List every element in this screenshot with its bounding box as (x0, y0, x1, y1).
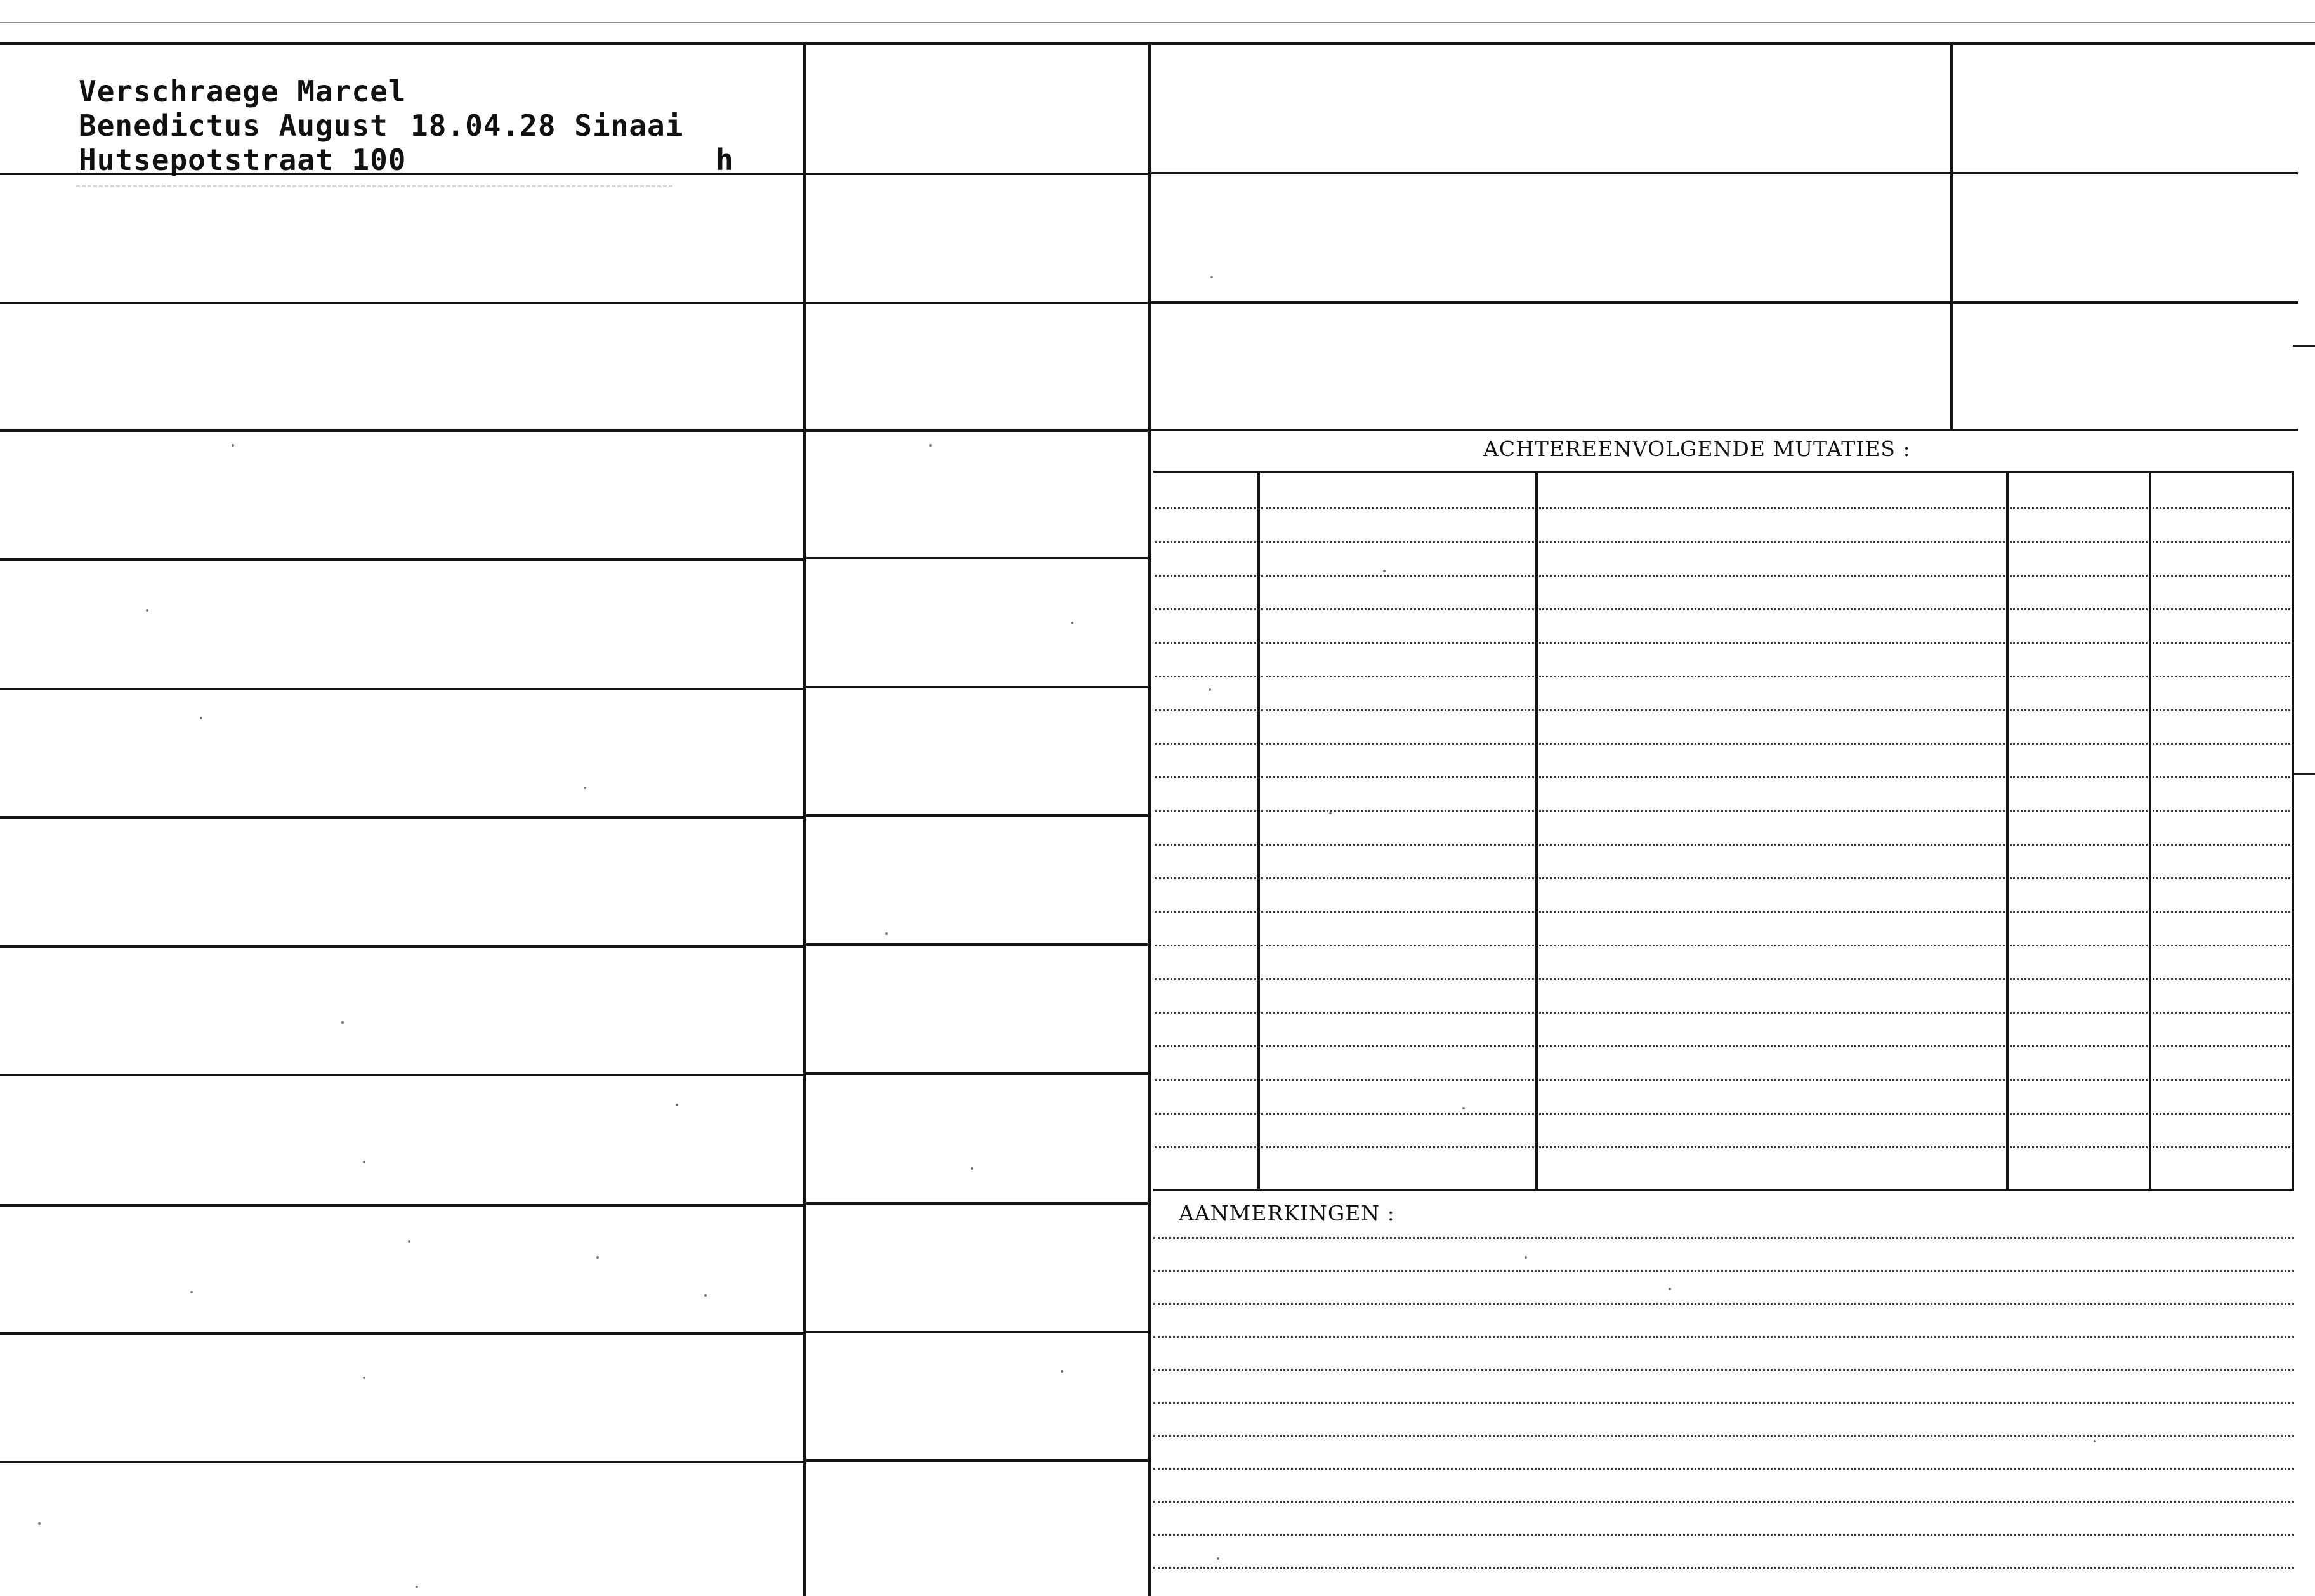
mutation-entry-line (2010, 776, 2148, 778)
mutation-entry-line (1261, 945, 1534, 946)
mutations-title: ACHTEREENVOLGENDE MUTATIES : (1483, 436, 1911, 461)
mutations-col-1 (1257, 472, 1260, 1190)
mutation-entry-line (2153, 978, 2290, 980)
mutation-entry-line (1539, 743, 2005, 745)
middle-row-rule (806, 1331, 1149, 1333)
person-row-rule (0, 429, 804, 432)
paper-speck (596, 1256, 599, 1259)
mutation-entry-line (1155, 709, 1256, 711)
mutation-entry-line (2153, 776, 2290, 778)
paper-speck (232, 444, 234, 447)
mutation-entry-line (2153, 608, 2290, 610)
mutation-entry-line (2010, 844, 2148, 846)
mutations-col-3 (2006, 472, 2009, 1190)
mutation-entry-line (2153, 743, 2290, 745)
mutation-entry-line (2010, 507, 2148, 509)
mutation-entry-line (1155, 642, 1256, 644)
paper-speck (146, 609, 148, 612)
person-row-rule (0, 816, 804, 819)
mutation-entry-line (2010, 575, 2148, 577)
remark-entry-line (1153, 1534, 2294, 1536)
mutation-entry-line (2010, 1045, 2148, 1047)
mutation-entry-line (1539, 575, 2005, 577)
mutation-entry-line (1539, 1146, 2005, 1148)
mutation-entry-line (2153, 541, 2290, 543)
mutation-entry-line (1155, 608, 1256, 610)
mutation-entry-line (1261, 1079, 1534, 1081)
mutation-entry-line (1155, 810, 1256, 812)
paper-speck (1071, 622, 1073, 624)
paper-speck (885, 932, 888, 935)
mutation-entry-line (2153, 575, 2290, 577)
paper-speck (363, 1161, 365, 1163)
mutation-entry-line (2010, 676, 2148, 677)
mutation-entry-line (2010, 945, 2148, 946)
mutation-entry-line (2153, 911, 2290, 913)
mutation-entry-line (2010, 1113, 2148, 1115)
mutation-entry-line (2153, 1012, 2290, 1014)
mutation-entry-line (1261, 1146, 1534, 1148)
mutation-entry-line (2010, 541, 2148, 543)
mutation-entry-line (2010, 1079, 2148, 1081)
right-row-rule-3 (1150, 429, 2298, 431)
paper-speck (38, 1522, 41, 1525)
mutation-entry-line (1155, 776, 1256, 778)
paper-speck (1061, 1370, 1063, 1373)
margin-tick-2 (2293, 773, 2315, 775)
mutation-entry-line (1155, 1079, 1256, 1081)
mutation-entry-line (1261, 575, 1534, 577)
mutation-entry-line (1539, 776, 2005, 778)
mutation-entry-line (2010, 1012, 2148, 1014)
paper-speck (416, 1586, 418, 1588)
paper-speck (1669, 1288, 1671, 1290)
mutation-entry-line (1155, 676, 1256, 677)
mutation-entry-line (1539, 642, 2005, 644)
remark-entry-line (1153, 1237, 2294, 1239)
person-address: Hutsepotstraat 100 (79, 143, 407, 177)
paper-speck (1462, 1107, 1465, 1109)
mutation-entry-line (1261, 1113, 1534, 1115)
mutation-entry-line (1261, 978, 1534, 980)
mutation-entry-line (2010, 911, 2148, 913)
mutation-entry-line (1539, 541, 2005, 543)
remark-entry-line (1153, 1369, 2294, 1371)
column-divider-1 (803, 44, 806, 1596)
mutation-entry-line (1261, 676, 1534, 677)
mutation-entry-line (2153, 945, 2290, 946)
mutations-bottom-rule (1153, 1189, 2294, 1191)
paper-speck (200, 717, 202, 719)
middle-row-rule (806, 557, 1149, 559)
person-name-line1: Verschraege Marcel (79, 74, 407, 108)
mutations-header-rule (1153, 471, 2294, 473)
mutation-entry-line (2010, 810, 2148, 812)
remark-entry-line (1153, 1402, 2294, 1404)
mutation-entry-line (2153, 642, 2290, 644)
paper-speck (1525, 1256, 1527, 1259)
mutation-entry-line (2153, 1045, 2290, 1047)
mutation-entry-line (2010, 743, 2148, 745)
mutation-entry-line (1155, 1012, 1256, 1014)
mutation-entry-line (1539, 1113, 2005, 1115)
remark-entry-line (1153, 1468, 2294, 1470)
mutation-entry-line (1261, 608, 1534, 610)
right-row-rule-2 (1150, 301, 2298, 304)
mutation-entry-line (1261, 776, 1534, 778)
mutation-entry-line (1539, 1045, 2005, 1047)
mutation-entry-line (1261, 877, 1534, 879)
paper-speck (1329, 812, 1332, 814)
mutation-entry-line (1155, 978, 1256, 980)
card-top-edge (0, 22, 2315, 23)
mutation-entry-line (2010, 978, 2148, 980)
middle-row-rule (806, 1459, 1149, 1462)
paper-speck (1210, 276, 1213, 278)
remark-entry-line (1153, 1567, 2294, 1569)
mutation-entry-line (1539, 810, 2005, 812)
mutation-entry-line (1155, 911, 1256, 913)
mutations-col-4 (2149, 472, 2151, 1190)
household-mark: h (716, 143, 734, 177)
mutation-entry-line (2010, 642, 2148, 644)
mutation-entry-line (1539, 1012, 2005, 1014)
mutation-entry-line (2010, 877, 2148, 879)
mutation-entry-line (1261, 541, 1534, 543)
middle-row-rule (806, 1072, 1149, 1075)
remark-entry-line (1153, 1336, 2294, 1338)
mutation-entry-line (1261, 642, 1534, 644)
person-row-rule (0, 945, 804, 948)
mutation-entry-line (1155, 844, 1256, 846)
paper-speck (190, 1291, 193, 1293)
mutation-entry-line (1539, 1079, 2005, 1081)
middle-row-rule (806, 173, 1149, 175)
mutation-entry-line (1155, 877, 1256, 879)
mutations-col-5 (2292, 472, 2294, 1190)
mutation-entry-line (2153, 507, 2290, 509)
mutation-entry-line (1261, 810, 1534, 812)
mutation-entry-line (2153, 709, 2290, 711)
mutation-entry-line (1539, 978, 2005, 980)
paper-speck (704, 1294, 707, 1297)
paper-speck (676, 1104, 678, 1106)
faint-bleed-through (76, 185, 672, 196)
paper-speck (363, 1377, 365, 1379)
mutation-entry-line (1261, 709, 1534, 711)
person-row-rule (0, 1461, 804, 1463)
remark-entry-line (1153, 1303, 2294, 1305)
mutations-col-2 (1535, 472, 1538, 1190)
mutation-entry-line (2010, 1146, 2148, 1148)
mutation-entry-line (1261, 1045, 1534, 1047)
remark-entry-line (1153, 1501, 2294, 1503)
mutation-entry-line (2153, 844, 2290, 846)
mutation-entry-line (1539, 608, 2005, 610)
paper-speck (929, 444, 932, 447)
middle-row-rule (806, 429, 1149, 432)
mutation-entry-line (1539, 709, 2005, 711)
mutation-entry-line (2010, 608, 2148, 610)
mutation-entry-line (2153, 1146, 2290, 1148)
mutation-entry-line (1155, 1146, 1256, 1148)
mutation-entry-line (1155, 507, 1256, 509)
paper-speck (1383, 570, 1386, 572)
remarks-title: AANMERKINGEN : (1179, 1201, 1395, 1226)
mutation-entry-line (1539, 945, 2005, 946)
mutation-entry-line (2010, 709, 2148, 711)
mutation-entry-line (1155, 1045, 1256, 1047)
person-row-rule (0, 1204, 804, 1207)
mutation-entry-line (1539, 877, 2005, 879)
mutation-entry-line (1261, 1012, 1534, 1014)
paper-speck (408, 1240, 410, 1243)
mutation-entry-line (2153, 810, 2290, 812)
paper-speck (2094, 1440, 2096, 1442)
middle-row-rule (806, 686, 1149, 688)
middle-row-rule (806, 1202, 1149, 1205)
paper-speck (1209, 688, 1211, 691)
middle-row-rule (806, 302, 1149, 304)
mutation-entry-line (1261, 911, 1534, 913)
person-row-rule (0, 1332, 804, 1335)
mutation-entry-line (1539, 507, 2005, 509)
person-row-rule (0, 302, 804, 304)
mutation-entry-line (1155, 945, 1256, 946)
remark-entry-line (1153, 1270, 2294, 1272)
remark-entry-line (1153, 1435, 2294, 1437)
column-divider-3 (1950, 44, 1953, 429)
mutation-entry-line (1155, 1113, 1256, 1115)
mutation-entry-line (1261, 743, 1534, 745)
mutation-entry-line (1261, 507, 1534, 509)
mutation-entry-line (1539, 676, 2005, 677)
margin-tick-1 (2293, 345, 2315, 347)
mutation-entry-line (1155, 743, 1256, 745)
person-row-rule (0, 688, 804, 690)
middle-row-rule (806, 943, 1149, 946)
person-row-rule (0, 1074, 804, 1076)
mutation-entry-line (2153, 1113, 2290, 1115)
paper-speck (971, 1167, 973, 1170)
right-row-rule-1 (1150, 172, 2298, 174)
paper-speck (584, 787, 586, 789)
paper-speck (341, 1021, 344, 1024)
mutation-entry-line (1539, 844, 2005, 846)
middle-row-rule (806, 814, 1149, 817)
card-top-border (0, 42, 2315, 45)
person-row-rule (0, 558, 804, 561)
mutation-entry-line (1261, 844, 1534, 846)
mutation-entry-line (2153, 1079, 2290, 1081)
mutation-entry-line (2153, 877, 2290, 879)
paper-speck (1217, 1557, 1219, 1560)
mutation-entry-line (2153, 676, 2290, 677)
mutation-entry-line (1155, 575, 1256, 577)
mutation-entry-line (1539, 911, 2005, 913)
column-divider-2 (1148, 44, 1151, 1596)
mutation-entry-line (1155, 541, 1256, 543)
person-name-line2: Benedictus August (79, 108, 388, 143)
birth-date-place: 18.04.28 Sinaai (410, 108, 684, 143)
